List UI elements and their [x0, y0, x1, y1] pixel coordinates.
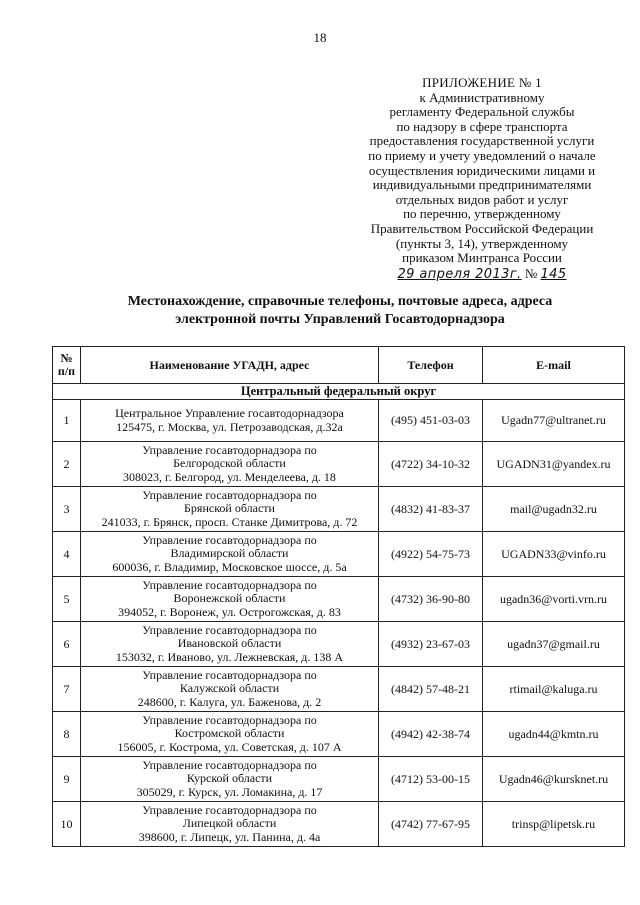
office-email: UGADN33@vinfo.ru — [483, 532, 625, 577]
office-name-line: Белгородской области — [173, 456, 286, 471]
header-number-pp: п/п — [57, 364, 76, 378]
office-phone: (4842) 57-48-21 — [379, 667, 483, 712]
row-number: 5 — [53, 577, 81, 622]
office-name-line: Липецкой области — [182, 816, 277, 831]
office-phone: (4722) 34-10-32 — [379, 442, 483, 487]
office-name-line: 305029, г. Курск, ул. Ломакина, д. 17 — [136, 784, 323, 799]
document-title — [60, 293, 620, 329]
office-email: Ugadn46@kursknet.ru — [483, 757, 625, 802]
appendix-line: осуществления юридическими лицами и — [368, 162, 596, 178]
office-name-line: 394052, г. Воронеж, ул. Острогожская, д. 83 — [118, 604, 341, 619]
title-line-2: электронной почты Управлений Госавтодорнадзора — [175, 312, 505, 327]
office-phone: (4712) 53-00-15 — [379, 757, 483, 802]
header-email: E-mail — [483, 347, 625, 384]
header-phone: Телефон — [379, 347, 483, 384]
office-phone: (4732) 36-90-80 — [379, 577, 483, 622]
table-row — [53, 442, 625, 487]
office-name-line: Управление госавтодорнадзора по — [142, 802, 317, 817]
row-number: 9 — [53, 757, 81, 802]
appendix-line: регламенту Федеральной службы — [389, 104, 575, 120]
row-number: 6 — [53, 622, 81, 667]
office-name-line: 248600, г. Калуга, ул. Баженова, д. 2 — [137, 694, 322, 709]
appendix-line: к Административному — [419, 89, 545, 105]
office-phone: (4922) 54-75-73 — [379, 532, 483, 577]
office-email: ugadn37@gmail.ru — [483, 622, 625, 667]
table-row — [53, 712, 625, 757]
order-date-number — [338, 267, 626, 283]
office-phone: (4942) 42-38-74 — [379, 712, 483, 757]
region-name: Центральный федеральный округ — [53, 384, 625, 400]
row-number: 1 — [53, 400, 81, 442]
office-email: ugadn44@kmtn.ru — [483, 712, 625, 757]
appendix-line: по приему и учету уведомлений о начале — [368, 147, 596, 163]
office-name-line: 125475, г. Москва, ул. Петрозаводская, д.32а — [116, 419, 343, 434]
office-name-line: Управление госавтодорнадзора по — [142, 532, 317, 547]
office-name-address — [81, 712, 379, 757]
office-name-line: 600036, г. Владимир, Московское шоссе, д. 5а — [112, 559, 347, 574]
table-row — [53, 532, 625, 577]
header-number — [53, 347, 81, 384]
office-email: trinsp@lipetsk.ru — [483, 802, 625, 847]
handwritten-order-number: 145 — [540, 266, 567, 282]
appendix-line: по перечню, утвержденному — [403, 206, 561, 222]
appendix-line: приказом Минтранса России — [402, 250, 562, 266]
office-name-line: Владимирской области — [170, 546, 289, 561]
office-name-line: Управление госавтодорнадзора по — [142, 487, 317, 502]
office-name-line: Калужской области — [179, 681, 280, 696]
office-email: UGADN31@yandex.ru — [483, 442, 625, 487]
number-sign: № — [524, 265, 538, 281]
office-name-line: Управление госавтодорнадзора по — [142, 757, 317, 772]
office-name-line: 308023, г. Белгород, ул. Менделеева, д. 18 — [123, 469, 336, 484]
row-number: 8 — [53, 712, 81, 757]
office-name-line: 153032, г. Иваново, ул. Лежневская, д. 138 А — [115, 649, 344, 664]
row-number: 2 — [53, 442, 81, 487]
office-phone: (4832) 41-83-37 — [379, 487, 483, 532]
title-line-1: Местонахождение, справочные телефоны, почтовые адреса, адреса — [127, 294, 553, 309]
office-name-line: Управление госавтодорнадзора по — [142, 712, 317, 727]
office-name-line: Управление госавтодорнадзора по — [142, 577, 317, 592]
office-email: Ugadn77@ultranet.ru — [483, 400, 625, 442]
office-name-address — [81, 400, 379, 442]
row-number: 4 — [53, 532, 81, 577]
office-name-line: Управление госавтодорнадзора по — [142, 442, 317, 457]
office-email: ugadn36@vorti.vrn.ru — [483, 577, 625, 622]
appendix-line: (пункты 3, 14), утвержденному — [395, 235, 569, 251]
row-number: 7 — [53, 667, 81, 712]
offices-table — [52, 346, 625, 847]
region-row — [53, 384, 625, 400]
office-name-line: Ивановской области — [177, 636, 282, 651]
office-name-address — [81, 802, 379, 847]
table-row — [53, 487, 625, 532]
appendix-line: по надзору в сфере транспорта — [396, 118, 568, 134]
table-row — [53, 667, 625, 712]
appendix-line: предоставления государственной услуги — [369, 133, 595, 149]
appendix-line: Правительством Российской Федерации — [370, 220, 594, 236]
office-name-address — [81, 442, 379, 487]
table-row — [53, 802, 625, 847]
office-name-line: Центральное Управление госавтодорнадзора — [115, 406, 344, 420]
office-name-line: Костромской области — [174, 726, 285, 741]
page-number: 18 — [313, 30, 327, 45]
office-name-address — [81, 487, 379, 532]
table-row — [53, 757, 625, 802]
header-number-sign: № — [60, 351, 73, 365]
header-name: Наименование УГАДН, адрес — [81, 347, 379, 384]
office-phone: (495) 451-03-03 — [379, 400, 483, 442]
office-phone: (4742) 77-67-95 — [379, 802, 483, 847]
office-name-line: 398600, г. Липецк, ул. Панина, д. 4а — [138, 829, 321, 844]
row-number: 3 — [53, 487, 81, 532]
table-row — [53, 622, 625, 667]
appendix-line: отдельных видов работ и услуг — [395, 191, 569, 207]
office-email: mail@ugadn32.ru — [483, 487, 625, 532]
appendix-line: индивидуальными предпринимателями — [372, 177, 592, 193]
office-name-address — [81, 757, 379, 802]
office-name-line: Воронежской области — [173, 591, 286, 606]
table-header-row — [53, 347, 625, 384]
office-name-address — [81, 667, 379, 712]
office-name-line: Управление госавтодорнадзора по — [142, 667, 317, 682]
office-name-line: Управление госавтодорнадзора по — [142, 622, 317, 637]
appendix-heading: ПРИЛОЖЕНИЕ № 1 — [422, 75, 542, 90]
office-name-line: Курской области — [186, 771, 273, 786]
office-name-address — [81, 622, 379, 667]
table-row — [53, 400, 625, 442]
office-name-line: 241033, г. Брянск, просп. Станке Димитрова, д. 72 — [101, 514, 358, 529]
office-name-line: Брянской области — [184, 501, 275, 516]
office-name-line: 156005, г. Кострома, ул. Советская, д. 107 А — [117, 739, 342, 754]
appendix-block — [338, 76, 626, 282]
office-name-address — [81, 577, 379, 622]
office-phone: (4932) 23-67-03 — [379, 622, 483, 667]
office-name-address — [81, 532, 379, 577]
office-email: rtimail@kaluga.ru — [483, 667, 625, 712]
table-row — [53, 577, 625, 622]
row-number: 10 — [53, 802, 81, 847]
handwritten-date: 29 апреля 2013г. — [397, 266, 522, 282]
